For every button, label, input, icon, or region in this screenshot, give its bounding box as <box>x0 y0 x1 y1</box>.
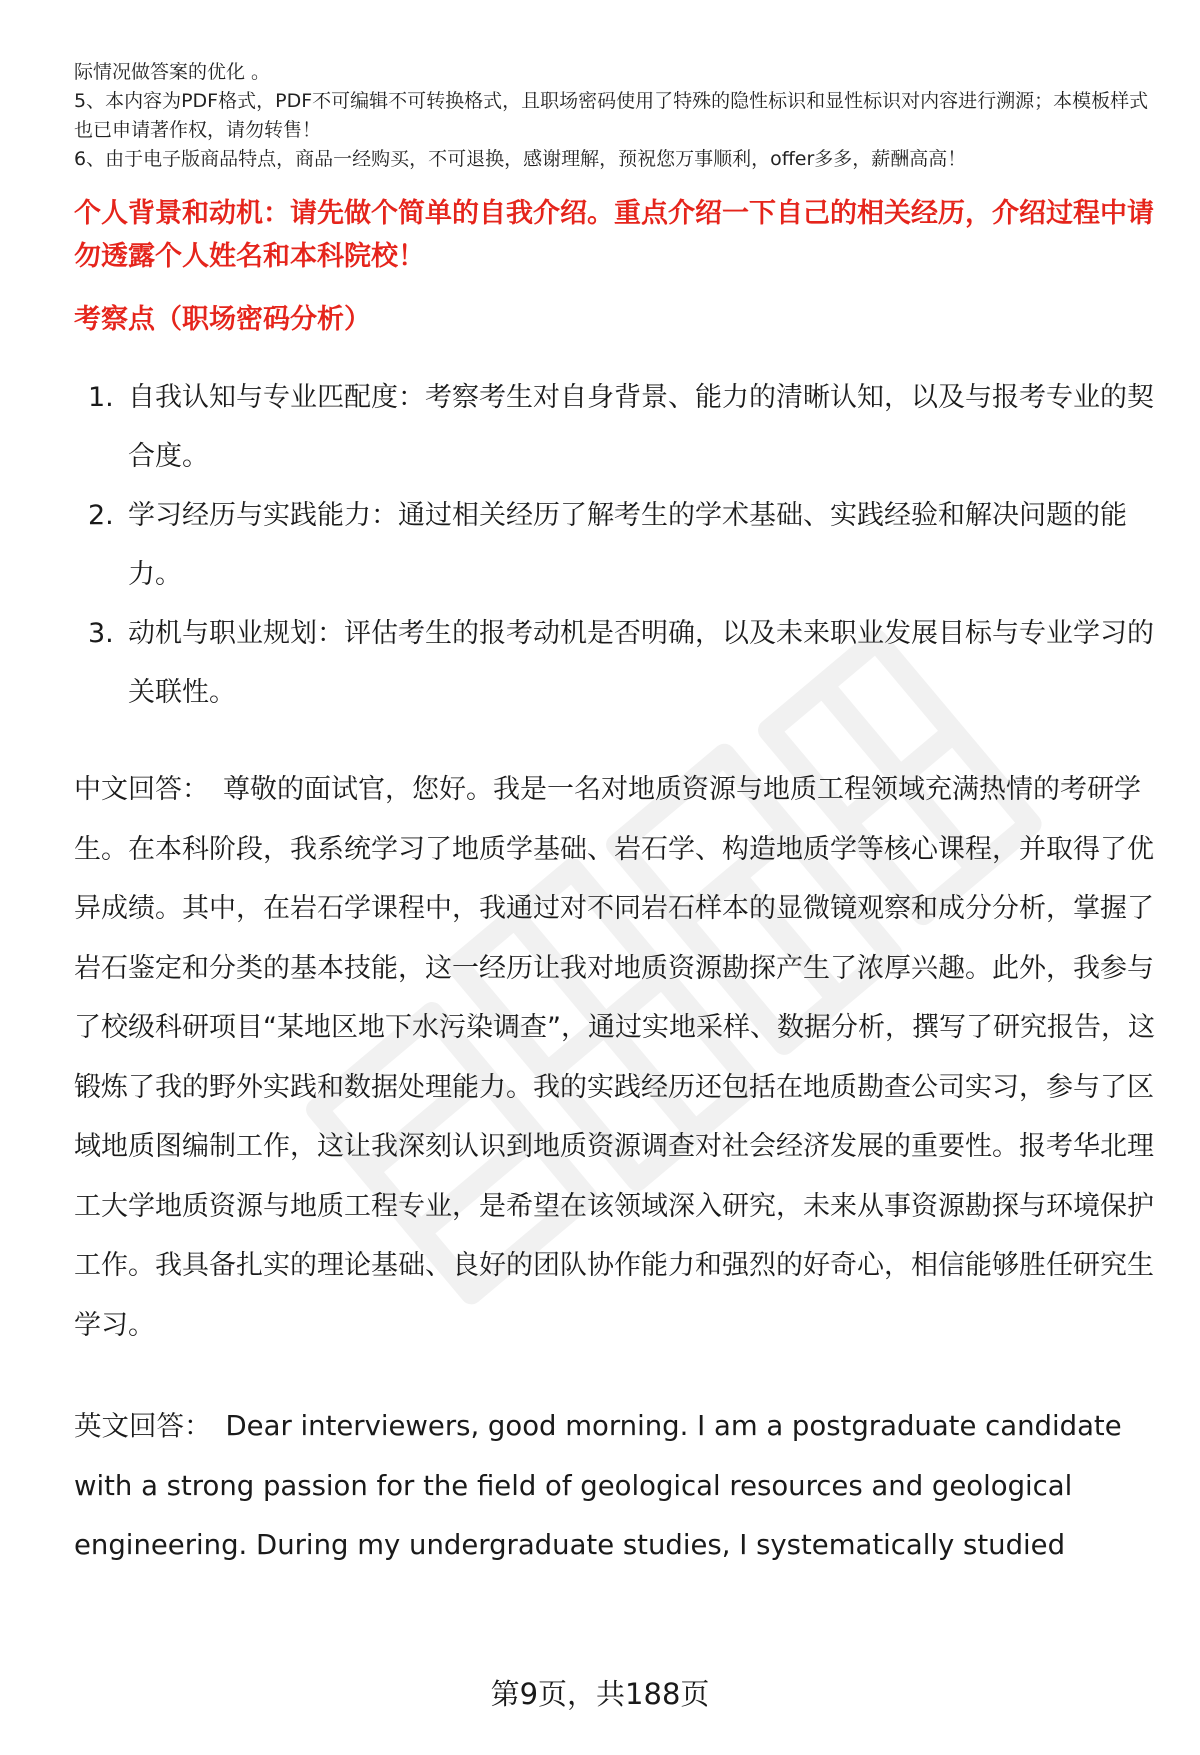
notes-section <box>74 58 1159 174</box>
list-item <box>74 604 1159 722</box>
page-number: 第9页，共188页 <box>490 1677 710 1711</box>
note-line: 6、由于电子版商品特点，商品一经购买，不可退换，感谢理解，预祝您万事顺利，offer多多，薪酬高高！ <box>74 148 967 170</box>
question-heading: 个人背景和动机：请先做个简单的自我介绍。重点介绍一下自己的相关经历，介绍过程中请勿透露个人姓名和本科院校！ <box>74 198 1154 272</box>
list-text: 自我认知与专业匹配度：考察考生对自身背景、能力的清晰认知，以及与报考专业的契合度。 <box>128 382 1154 472</box>
english-answer-label: 英文回答： <box>74 1410 212 1442</box>
english-answer-text: Dear interviewers, good morning. I am a postgraduate candidate with a strong passion for the field of geological resources and geological engineering. During my undergraduate studies, I systematically studied <box>74 1410 1122 1561</box>
chinese-answer-label: 中文回答： <box>74 774 209 805</box>
points-heading: 考察点（职场密码分析） <box>74 304 371 335</box>
list-number: 3. <box>88 618 114 649</box>
list-text: 动机与职业规划：评估考生的报考动机是否明确，以及未来职业发展目标与专业学习的关联性。 <box>128 618 1154 708</box>
list-item <box>74 486 1159 604</box>
chinese-answer-text: 尊敬的面试官，您好。我是一名对地质资源与地质工程领域充满热情的考研学生。在本科阶段，我系统学习了地质学基础、岩石学、构造地质学等核心课程，并取得了优异成绩。其中，在岩石学课程中，我通过对不同岩石样本的显微镜观察和成分分析，掌握了岩石鉴定和分类的基本技能，这一经历让我对地质资源勘探产生了浓厚兴趣。此外，我参与了校级科研项目“某地区地下水污染调查”，通过实地采样、数据分析，撰写了研究报告，这锻炼了我的野外实践和数据处理能力。我的实践经历还包括在地质勘查公司实习，参与了区域地质图编制工作，这让我深刻认识到地质资源调查对社会经济发展的重要性。报考华北理工大学地质资源与地质工程专业，是希望在该领域深入研究，未来从事资源勘探与环境保护工作。我具备扎实的理论基础、良好的团队协作能力和强烈的好奇心，相信能够胜任研究生学习。 <box>74 774 1155 1341</box>
list-text: 学习经历与实践能力：通过相关经历了解考生的学术基础、实践经验和解决问题的能力。 <box>128 500 1127 590</box>
document-page <box>74 58 1159 1576</box>
points-list <box>74 368 1159 722</box>
note-line: 际情况做答案的优化 。 <box>74 61 271 83</box>
list-item <box>74 368 1159 486</box>
chinese-answer <box>74 760 1159 1355</box>
list-number: 2. <box>88 500 114 531</box>
note-line: 5、本内容为PDF格式，PDF不可编辑不可转换格式，且职场密码使用了特殊的隐性标识和显性标识对内容进行溯源；本模板样式也已申请著作权，请勿转售！ <box>74 90 1149 141</box>
list-number: 1. <box>88 382 114 413</box>
english-answer <box>74 1397 1159 1576</box>
